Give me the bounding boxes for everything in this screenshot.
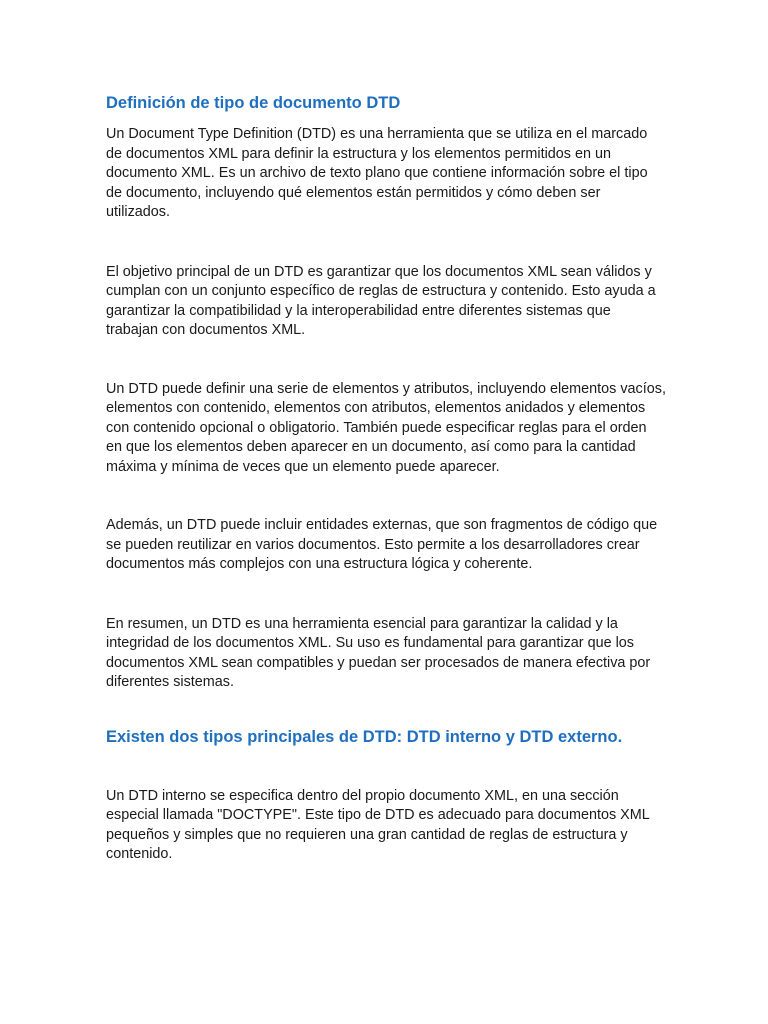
paragraph-dtd-entities: Además, un DTD puede incluir entidades externas, que son fragmentos de código que se pueden reutilizar en varios documentos. Esto permite a los desarrolladores crear documentos más complejos con una estructura lógica y coherente. [106,517,658,572]
paragraph-dtd-intro: Un Document Type Definition (DTD) es una herramienta que se utiliza en el marcado de documentos XML para definir la estructura y los elementos permitidos en un documento XML. Es un archivo de texto plano que contiene información sobre el tipo de documento, incluyendo qué elementos están permitidos y cómo deben ser utilizados. [106,126,648,220]
document-content [106,91,666,865]
paragraph-dtd-elements: Un DTD puede definir una serie de elementos y atributos, incluyendo elementos vacíos, elementos con contenido, elementos con atributos, elementos anidados y elementos con contenido opcional o obligatorio. También puede especificar reglas para el orden en que los elementos deben aparecer en un documento, así como para la cantidad máxima y mínima de veces que un elemento puede aparecer. [106,380,666,475]
paragraph-dtd-summary: En resumen, un DTD es una herramienta esencial para garantizar la calidad y la integridad de los documentos XML. Su uso es fundamental para garantizar que los documentos XML sean compatibles y puedan ser procesados de manera efectiva por diferentes sistemas. [106,615,651,690]
paragraph-dtd-internal: Un DTD interno se especifica dentro del propio documento XML, en una sección especial llamada "DOCTYPE". Este tipo de DTD es adecuado para documentos XML pequeños y simples que no requieren una gran cantidad de reglas de estructura y contenido. [106,787,650,862]
paragraph-dtd-objective: El objetivo principal de un DTD es garantizar que los documentos XML sean válidos y cumplan con un conjunto específico de reglas de estructura y contenido. Esto ayuda a garantizar la compatibilidad y la interoperabilidad entre diferentes sistemas que trabajan con documentos XML. [106,263,656,338]
section-heading-dtd-definition: Definición de tipo de documento DTD [106,94,401,112]
section-heading-dtd-types: Existen dos tipos principales de DTD: DTD interno y DTD externo. [106,727,623,746]
